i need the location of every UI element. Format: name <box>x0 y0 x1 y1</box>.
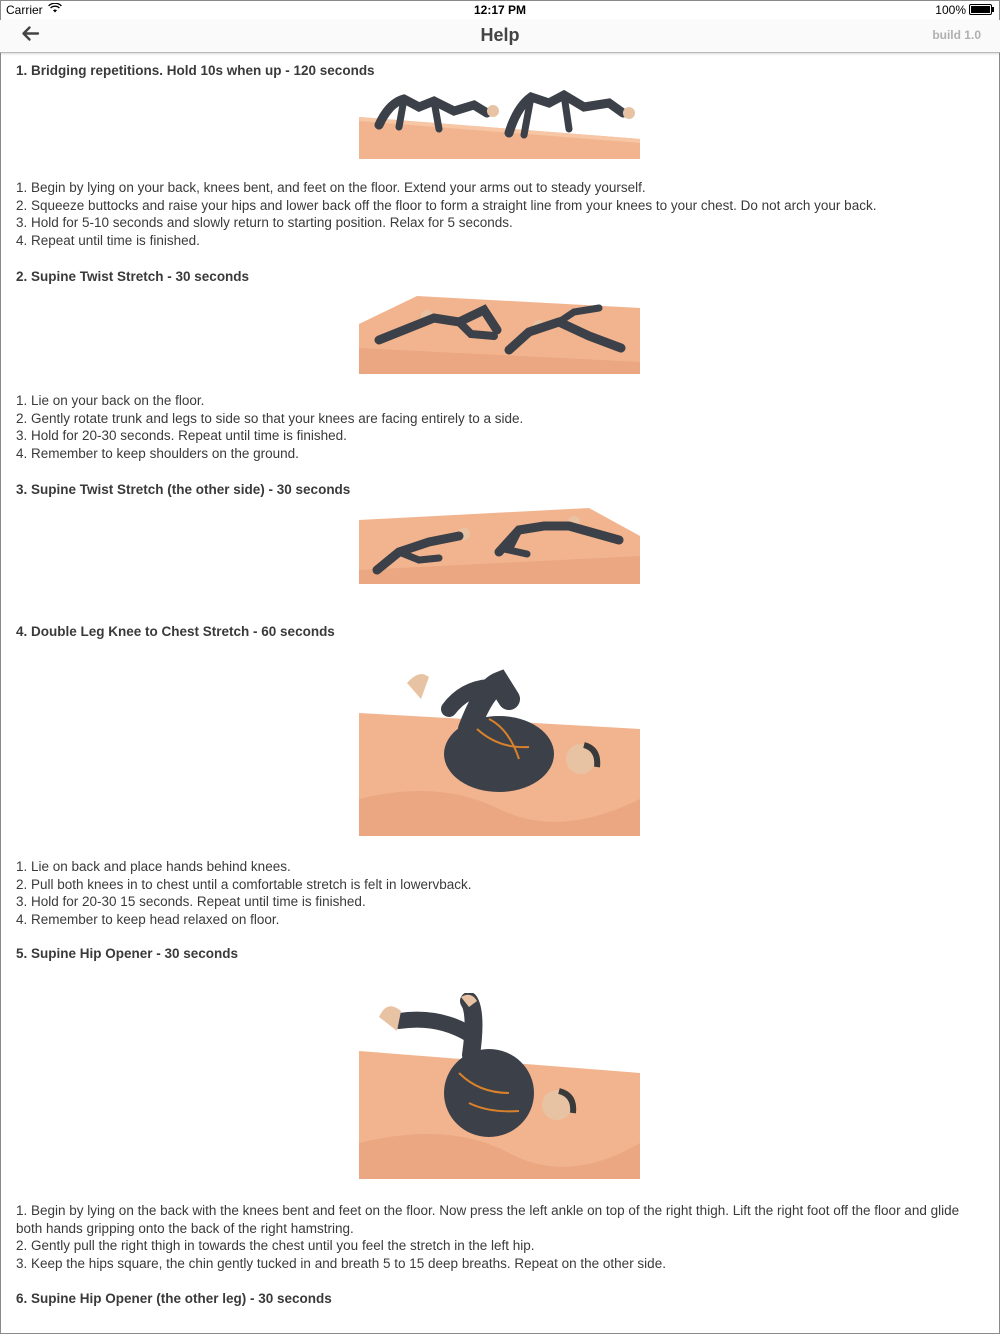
step-text: 2. Pull both knees in to chest until a comfortable stretch is felt in lowervback. <box>16 876 472 892</box>
exercise-title: 6. Supine Hip Opener (the other leg) - 30 seconds <box>16 1291 332 1306</box>
exercise-steps <box>16 858 976 928</box>
exercise-steps <box>16 1202 976 1272</box>
step-text: 3. Hold for 5-10 seconds and slowly return to starting position. Relax for 5 seconds. <box>16 215 513 231</box>
bridging-illustration <box>359 85 640 159</box>
status-bar <box>0 0 1000 20</box>
step-text: 2. Squeeze buttocks and raise your hips and lower back off the floor to form a straight line from your knees to your chest. Do not arch your back. <box>16 197 877 213</box>
step-text: 4. Repeat until time is finished. <box>16 232 200 248</box>
step-text: 2. Gently pull the right thigh in towards the chest until you feel the stretch in the left hip. <box>16 1238 535 1254</box>
exercise-title: 2. Supine Twist Stretch - 30 seconds <box>16 269 250 284</box>
exercise-title: 5. Supine Hip Opener - 30 seconds <box>16 946 239 961</box>
step-text: 1. Lie on your back on the floor. <box>16 393 205 408</box>
exercise-steps <box>16 392 976 462</box>
build-version: build 1.0 <box>932 28 981 42</box>
step-text: 1. Begin by lying on the back with the knees bent and feet on the floor. Now press the left ankle on top of the right thigh. Lift the right foot off the floor and glide both hands gripping onto the back of the right hamstring. <box>16 1203 960 1236</box>
exercise-title: 3. Supine Twist Stretch (the other side) - 30 seconds <box>16 482 351 497</box>
page-title: Help <box>480 25 520 45</box>
step-text: 1. Begin by lying on your back, knees bent, and feet on the floor. Extend your arms out to steady yourself. <box>16 180 646 195</box>
step-text: 4. Remember to keep shoulders on the ground. <box>16 445 299 461</box>
step-text: 3. Hold for 20-30 seconds. Repeat until time is finished. <box>16 428 347 444</box>
battery-percentage: 100% <box>935 3 966 17</box>
navigation-bar <box>0 20 1000 53</box>
supine-twist-illustration <box>359 296 640 374</box>
help-content[interactable] <box>16 53 986 1333</box>
exercise-title: 4. Double Leg Knee to Chest Stretch - 60 seconds <box>16 624 335 639</box>
step-text: 3. Hold for 20-30 15 seconds. Repeat until time is finished. <box>16 894 366 910</box>
step-text: 1. Lie on back and place hands behind knees. <box>16 859 291 874</box>
step-text: 3. Keep the hips square, the chin gently tucked in and breath 5 to 15 deep breaths. Repeat on the other side. <box>16 1255 666 1271</box>
supine-twist-other-side-illustration <box>359 508 640 584</box>
knee-to-chest-illustration <box>359 659 640 836</box>
status-time: 12:17 PM <box>473 3 527 17</box>
carrier-label: Carrier <box>6 3 43 17</box>
step-text: 4. Remember to keep head relaxed on floor. <box>16 911 280 927</box>
exercise-title: 1. Bridging repetitions. Hold 10s when up - 120 seconds <box>16 63 375 78</box>
step-text: 2. Gently rotate trunk and legs to side so that your knees are facing entirely to a side. <box>16 410 524 426</box>
battery-icon <box>969 4 992 15</box>
hip-opener-illustration <box>359 993 640 1179</box>
exercise-steps <box>16 179 976 249</box>
